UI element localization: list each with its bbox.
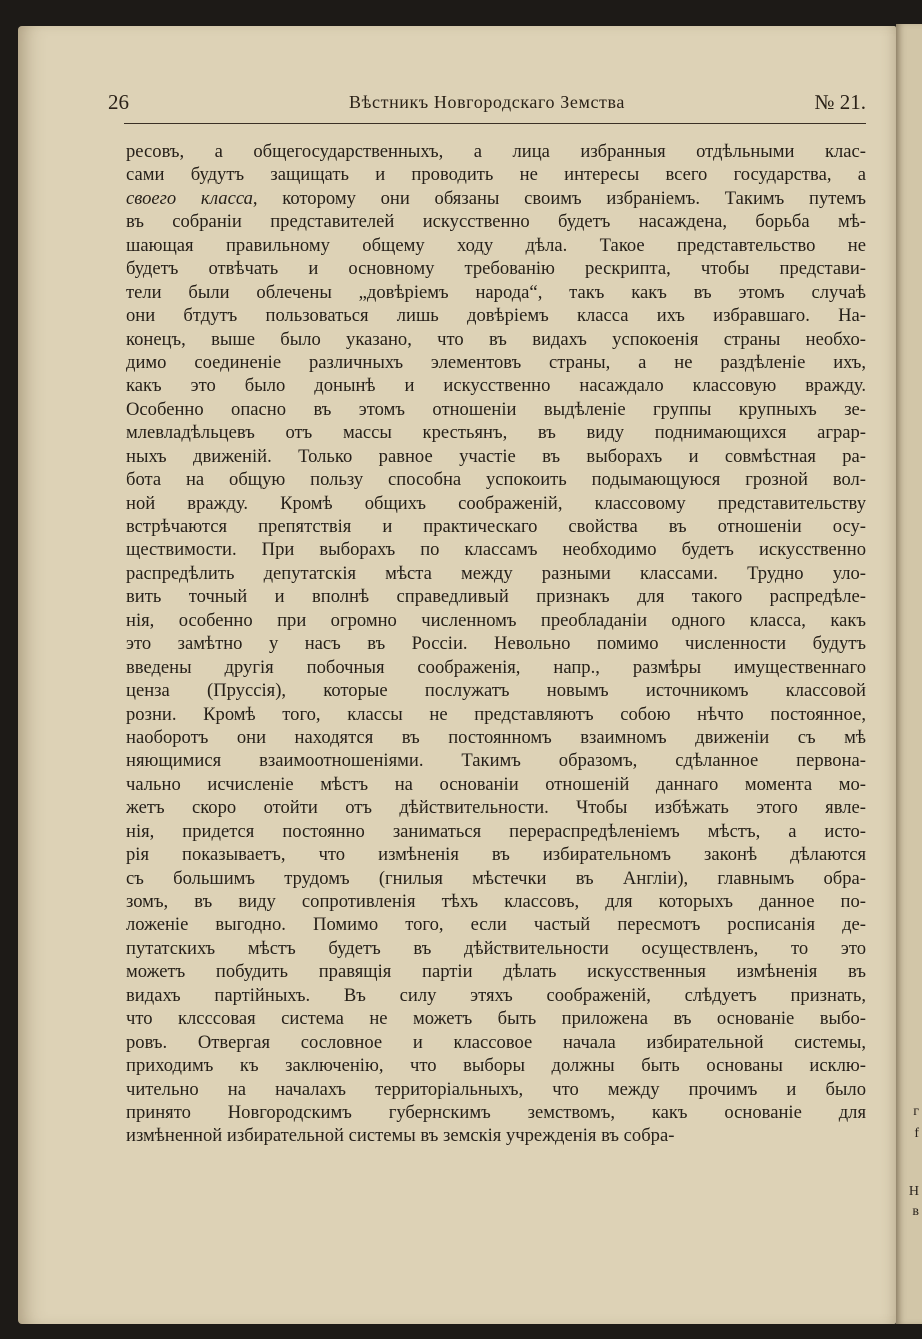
text-line: видахъ партійныхъ. Въ силу этяхъ соображеній, слѣдуетъ признать,: [126, 984, 866, 1006]
text-line: введены другія побочныя соображенія, напр., размѣры имущественнаго: [126, 656, 866, 678]
emphasized-phrase: своего класса: [126, 187, 253, 209]
edge-mark: в: [912, 1204, 919, 1219]
text-line: чально исчисленіе мѣстъ на основаніи отношеній даннаго момента мо-: [126, 773, 866, 795]
text-line: ложеніе выгодно. Помимо того, если частый пересмотъ росписанія де-: [126, 914, 866, 936]
text-line: ценза (Пруссія), которые послужатъ новымъ источникомъ классовой: [126, 680, 866, 702]
text-line: приходимъ къ заключенію, что выборы должны быть основаны исклю-: [126, 1055, 866, 1077]
page-number: 26: [108, 90, 129, 114]
text-line: бота на общую пользу способна успокоить подымающуюся грозной вол-: [126, 469, 866, 491]
text-line: ществимости. При выборахъ по классамъ необходимо будетъ искусственно: [126, 539, 866, 561]
header-rule: [124, 123, 866, 124]
edge-mark: f: [914, 1126, 919, 1141]
text-line: путатскихъ мѣстъ будетъ въ дѣйствительности осуществленъ, то это: [126, 937, 866, 959]
text-line: ресовъ, а общегосударственныхъ, а лица избранныя отдѣльными клас-: [126, 141, 866, 162]
text-line: сами будутъ защищать и проводить не интересы всего государства, а: [126, 164, 866, 186]
text-line: тели были облечены „довѣріемъ народа“, такъ какъ въ этомъ случаѣ: [126, 281, 866, 303]
text-line: Особенно опасно въ этомъ отношеніи выдѣленіе группы крупныхъ зе-: [126, 398, 866, 420]
text-line: съ большимъ трудомъ (гнилыя мѣстечки въ Англіи), главнымъ обра-: [126, 867, 866, 889]
text-line: ной вражду. Кромѣ общихъ соображеній, классовому представительству: [126, 492, 866, 514]
text-line: распредѣлить депутатскія мѣста между разными классами. Трудно уло-: [126, 562, 866, 584]
text-line: это замѣтно у насъ въ Россіи. Невольно помимо численности будутъ: [126, 633, 866, 655]
text-line: няющимися взаимоотношеніями. Такимъ образомъ, сдѣланное первона-: [126, 750, 866, 772]
text-line: нія, особенно при огромно численномъ преобладаніи одного класса, какъ: [126, 609, 866, 631]
text-line: рія показываетъ, что измѣненія въ избирательномъ законѣ дѣлаются: [126, 844, 866, 866]
text-line: что клсссовая система не можетъ быть приложена въ основаніе выбо-: [126, 1008, 866, 1030]
text-line: зомъ, въ виду сопротивленія тѣхъ классовъ, для которыхъ данное по-: [126, 891, 866, 912]
text-line: розни. Кромѣ того, классы не представляютъ собою нѣчто постоянное,: [126, 703, 866, 725]
text-line: въ собраніи представителей искусственно будетъ насаждена, борьба мѣ-: [126, 211, 866, 233]
body-text: [126, 140, 866, 1148]
text-line: встрѣчаются препятствія и практическаго свойства въ отношеніи осу-: [126, 516, 866, 537]
issue-number: № 21.: [814, 90, 866, 114]
text-line: будетъ отвѣчать и основному требованію рескрипта, чтобы представи-: [126, 258, 866, 280]
running-header: [108, 90, 866, 120]
text-line: чительно на началахъ территоріальныхъ, что между прочимъ и было: [126, 1078, 866, 1100]
edge-mark: Н: [908, 1184, 919, 1199]
text-line: нія, придется постоянно заниматься перераспредѣленіемъ мѣстъ, а исто-: [126, 820, 866, 842]
edge-mark: г: [913, 1104, 919, 1119]
text-line: можетъ побудить правящія партіи дѣлать искусственныя измѣненія въ: [126, 961, 866, 983]
text-line: шающая правильному общему ходу дѣла. Такое представтельство не: [126, 234, 866, 256]
text-line: жетъ скоро отойти отъ дѣйствительности. Чтобы избѣжать этого явле-: [126, 797, 866, 819]
adjacent-page-edge: [896, 24, 922, 1324]
text-line: конецъ, выше было указано, что въ видахъ успокоенія страны необхо-: [126, 328, 866, 350]
text-line: измѣненной избирательной системы въ земскія учрежденія въ собра-: [126, 1125, 675, 1147]
text-line: наоборотъ они находятся въ постоянномъ взаимномъ движеніи съ мѣ: [126, 726, 866, 748]
text-line: какъ это было донынѣ и искусственно насаждало классовую вражду.: [126, 375, 866, 397]
text-line: ныхъ движеній. Только равное участіе въ выборахъ и совмѣстная ра-: [126, 445, 866, 467]
text-line: млевладѣльцевъ отъ массы крестьянъ, въ виду поднимающихся аграр-: [126, 422, 866, 444]
text-line: ровъ. Отвергая сословное и классовое начала избирательной системы,: [126, 1031, 866, 1053]
text-line: принято Новгородскимъ губернскимъ земствомъ, какъ основаніе для: [126, 1101, 866, 1123]
text-line: они бтдутъ пользоваться лишь довѣріемъ класса ихъ избравшаго. На-: [126, 305, 866, 327]
text-line: своего класса, которому они обязаны своимъ избраніемъ. Такимъ путемъ: [126, 187, 866, 209]
text-line: димо соединеніе различныхъ элементовъ страны, а не раздѣленіе ихъ,: [126, 351, 866, 373]
journal-title: Вѣстникъ Новгородскаго Земства: [349, 92, 625, 112]
text-line: вить точный и вполнѣ справедливый признакъ для такого распредѣле-: [126, 586, 866, 608]
